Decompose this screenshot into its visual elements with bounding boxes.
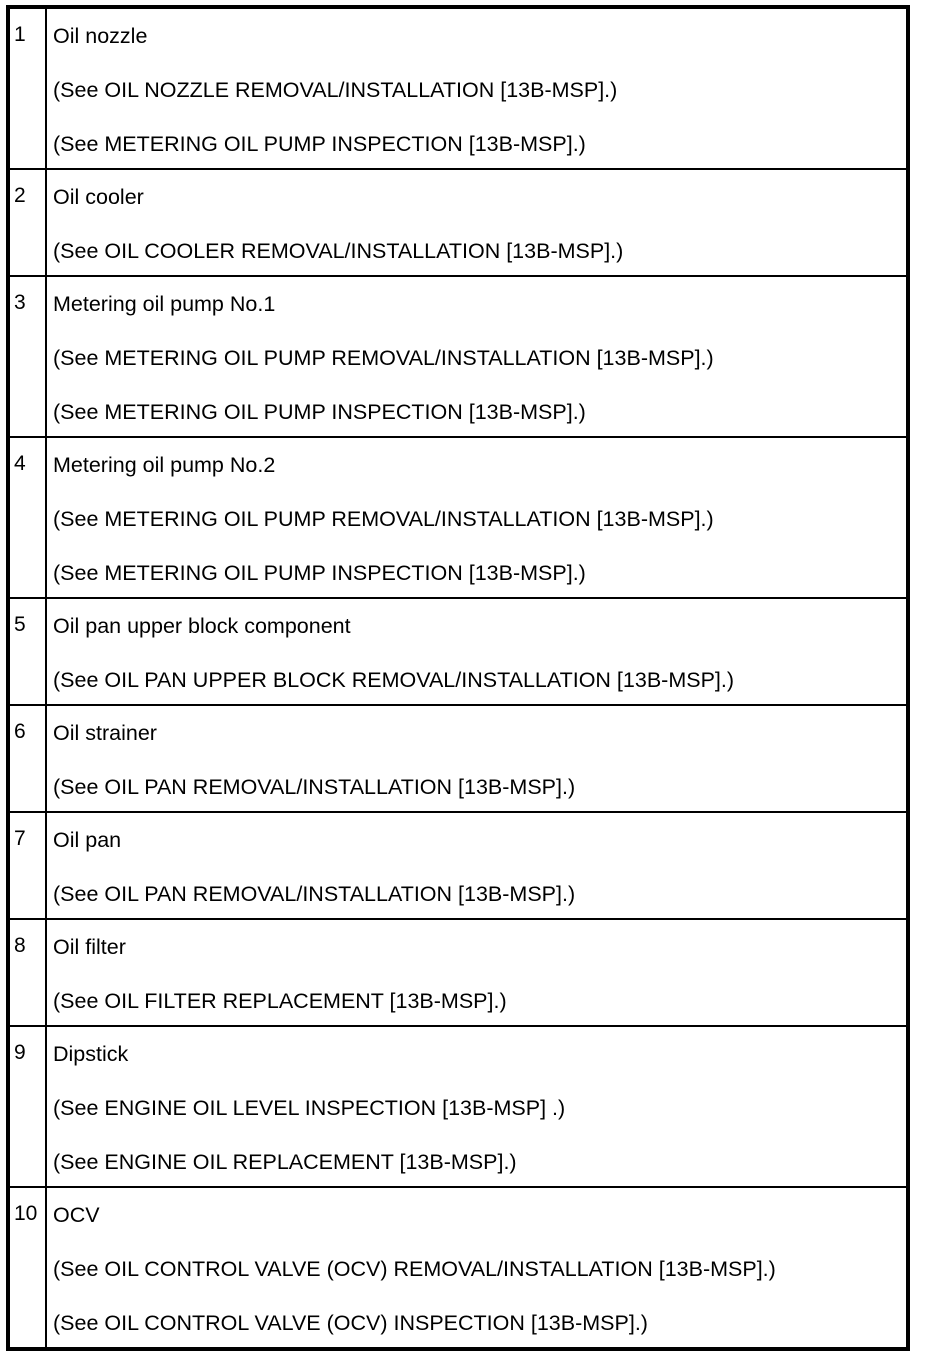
item-description [46,7,908,169]
reference-link[interactable]: (See OIL CONTROL VALVE (OCV) REMOVAL/INSTALLATION [13B-MSP].) [53,1257,776,1281]
item-number: 9 [8,1026,46,1187]
component-name: Oil pan [53,828,122,852]
component-name: Metering oil pump No.2 [53,453,276,477]
component-name: Oil pan upper block component [53,614,351,638]
table-row [8,705,908,812]
reference-link[interactable]: (See ENGINE OIL LEVEL INSPECTION [13B-MSP] .) [53,1096,566,1120]
component-name: OCV [53,1203,100,1227]
table-row [8,919,908,1026]
item-description [46,1187,908,1349]
item-description [46,598,908,705]
item-description [46,276,908,437]
reference-link[interactable]: (See METERING OIL PUMP INSPECTION [13B-MSP].) [53,400,586,424]
table-row [8,1026,908,1187]
component-table [6,5,910,1351]
table-row [8,169,908,276]
item-description [46,169,908,276]
component-table-body [8,7,908,1349]
reference-link[interactable]: (See OIL FILTER REPLACEMENT [13B-MSP].) [53,989,507,1013]
reference-link[interactable]: (See OIL NOZZLE REMOVAL/INSTALLATION [13B-MSP].) [53,78,618,102]
component-name: Oil nozzle [53,24,148,48]
component-name: Oil filter [53,935,126,959]
reference-link[interactable]: (See METERING OIL PUMP INSPECTION [13B-MSP].) [53,561,586,585]
table-row [8,276,908,437]
table-row [8,7,908,169]
item-description [46,1026,908,1187]
reference-link[interactable]: (See METERING OIL PUMP INSPECTION [13B-MSP].) [53,132,586,156]
item-description [46,437,908,598]
item-number: 8 [8,919,46,1026]
item-number: 10 [8,1187,46,1349]
table-row [8,1187,908,1349]
component-name: Oil strainer [53,721,157,745]
reference-link[interactable]: (See OIL PAN UPPER BLOCK REMOVAL/INSTALLATION [13B-MSP].) [53,668,735,692]
item-number: 2 [8,169,46,276]
item-number: 7 [8,812,46,919]
item-number: 4 [8,437,46,598]
item-description [46,919,908,1026]
reference-link[interactable]: (See OIL PAN REMOVAL/INSTALLATION [13B-MSP].) [53,775,576,799]
item-number: 3 [8,276,46,437]
component-name: Metering oil pump No.1 [53,292,276,316]
reference-link[interactable]: (See OIL PAN REMOVAL/INSTALLATION [13B-MSP].) [53,882,576,906]
reference-link[interactable]: (See ENGINE OIL REPLACEMENT [13B-MSP].) [53,1150,517,1174]
reference-link[interactable]: (See OIL CONTROL VALVE (OCV) INSPECTION [13B-MSP].) [53,1311,648,1335]
reference-link[interactable]: (See METERING OIL PUMP REMOVAL/INSTALLATION [13B-MSP].) [53,507,714,531]
item-description [46,812,908,919]
item-number: 1 [8,7,46,169]
table-row [8,812,908,919]
table-row [8,437,908,598]
reference-link[interactable]: (See METERING OIL PUMP REMOVAL/INSTALLATION [13B-MSP].) [53,346,714,370]
item-description [46,705,908,812]
table-row [8,598,908,705]
item-number: 5 [8,598,46,705]
component-name: Dipstick [53,1042,129,1066]
item-number: 6 [8,705,46,812]
component-name: Oil cooler [53,185,144,209]
reference-link[interactable]: (See OIL COOLER REMOVAL/INSTALLATION [13B-MSP].) [53,239,624,263]
